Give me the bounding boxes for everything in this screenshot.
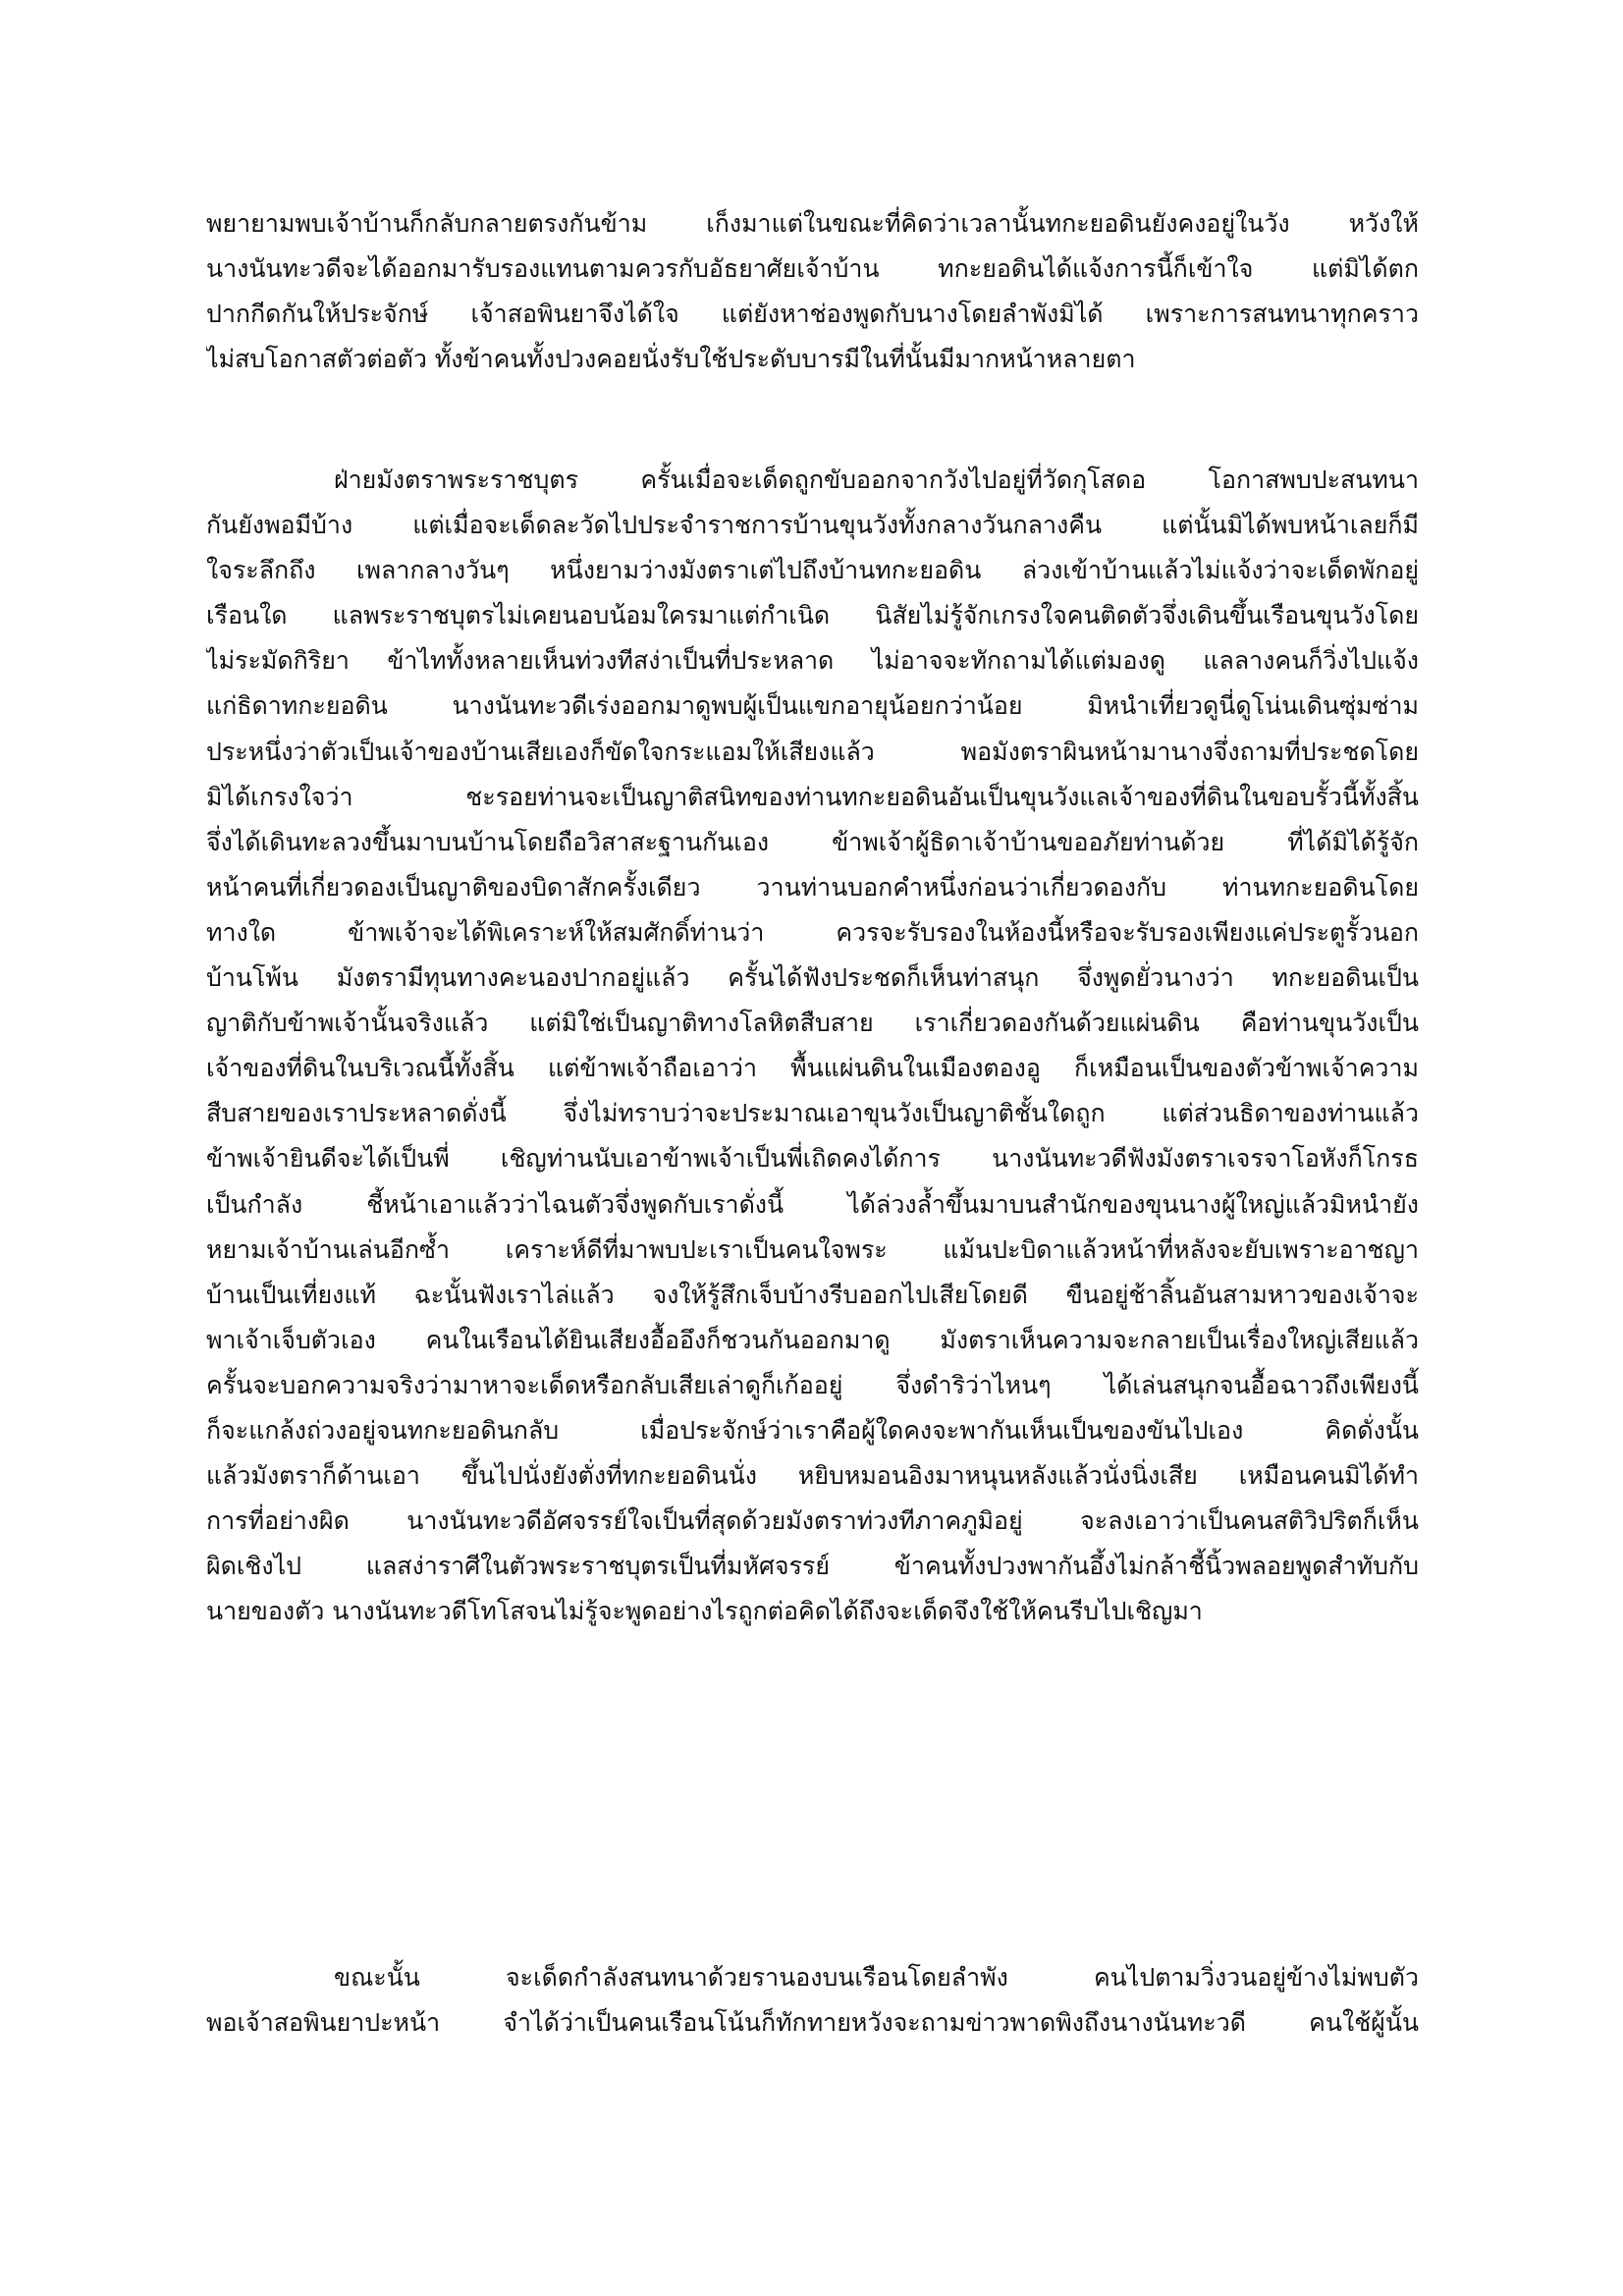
text-line: ปากกีดกันให้ประจักษ์ เจ้าสอพินยาจึงได้ใจ แต่ยังหาช่องพูดกับนางโดยลำพังมิได้ เพราะการสนทนาทุกคราว bbox=[206, 300, 1419, 329]
text-line: นายของตัว นางนันทะวดีโทโสจนไม่รู้จะพูดอย่างไรถูกต่อคิดได้ถึงจะเด็ดจึงใช้ให้คนรีบไปเชิญมา bbox=[206, 1597, 1203, 1626]
text-line: ครั้นจะบอกความจริงว่ามาหาจะเด็ดหรือกลับเสียเล่าดูก็เก้ออยู่ จึ่งดำริว่าไหนๆ ได้เล่นสนุกจนอื้อฉาวถึงเพียงนี้ bbox=[206, 1370, 1419, 1399]
text-line: สืบสายของเราประหลาดดั่งนี้ จึ่งไม่ทราบว่าจะประมาณเอาขุนวังเป็นญาติชั้นใดถูก แต่ส่วนธิดาของท่านแล้ว bbox=[206, 1099, 1419, 1128]
text-line: แล้วมังตราก็ด้านเอา ขึ้นไปนั่งยังตั่งที่ทกะยอดินนั่ง หยิบหมอนอิงมาหนุนหลังแล้วนั่งนิ่งเสีย เหมือนคนมิได้ทำ bbox=[206, 1461, 1419, 1491]
paragraph-3 bbox=[206, 1955, 1419, 2046]
text-line: ทางใด ข้าพเจ้าจะได้พิเคราะห์ให้สมศักดิ์ท่านว่า ควรจะรับรองในห้องนี้หรือจะรับรองเพียงแค่ประตูรั้วนอก bbox=[206, 917, 1419, 947]
text-line: บ้านเป็นเที่ยงแท้ ฉะนั้นฟังเราไล่แล้ว จงให้รู้สึกเจ็บบ้างรีบออกไปเสียโดยดี ขืนอยู่ช้าลิ้นอันสามหาวของเจ้าจะ bbox=[206, 1280, 1419, 1309]
text-line: ประหนึ่งว่าตัวเป็นเจ้าของบ้านเสียเองก็ขัดใจกระแอมให้เสียงแล้ว พอมังตราผินหน้ามานางจึ่งถามที่ประชดโดย bbox=[206, 737, 1419, 766]
text-line: ข้าพเจ้ายินดีจะได้เป็นพี่ เชิญท่านนับเอาข้าพเจ้าเป็นพี่เถิดคงได้การ นางนันทะวดีฟังมังตราเจรจาโอหังก็โกรธ bbox=[206, 1144, 1419, 1174]
text-line: บ้านโพ้น มังตรามีทุนทางคะนองปากอยู่แล้ว ครั้นได้ฟังประชดก็เห็นท่าสนุก จึ่งพูดยั่วนางว่า ทกะยอดินเป็น bbox=[206, 963, 1419, 993]
text-line: เรือนใด แลพระราชบุตรไม่เคยนอบน้อมใครมาแต่กำเนิด นิสัยไม่รู้จักเกรงใจคนติดตัวจึ่งเดินขึ้นเรือนขุนวังโดย bbox=[206, 601, 1419, 630]
text-line: ใจระลึกถึง เพลากลางวันๆ หนึ่งยามว่างมังตราเต่ไปถึงบ้านทกะยอดิน ล่วงเข้าบ้านแล้วไม่แจ้งว่าจะเด็ดพักอยู่ bbox=[206, 556, 1419, 585]
text-line: มิได้เกรงใจว่า ชะรอยท่านจะเป็นญาติสนิทของท่านทกะยอดินอันเป็นขุนวังแลเจ้าของที่ดินในขอบรั้วนี้ทั้งสิ้น bbox=[206, 782, 1419, 811]
text-line: กันยังพอมีบ้าง แต่เมื่อจะเด็ดละวัดไปประจำราชการบ้านขุนวังทั้งกลางวันกลางคืน แต่นั้นมิได้พบหน้าเลยก็มี bbox=[206, 511, 1419, 540]
text-line: พอเจ้าสอพินยาปะหน้า จำได้ว่าเป็นคนเรือนโน้นก็ทักทายหวังจะถามข่าวพาดพิงถึงนางนันทะวดี คนใช้ผู้นั้น bbox=[206, 2008, 1419, 2038]
text-line: ผิดเชิงไป แลสง่าราศีในตัวพระราชบุตรเป็นที่มหัศจรรย์ ข้าคนทั้งปวงพากันอึ้งไม่กล้าชี้นิ้วพลอยพูดสำทับกับ bbox=[206, 1552, 1419, 1581]
text-line: พยายามพบเจ้าบ้านก็กลับกลายตรงกันข้าม เก็งมาแต่ในขณะที่คิดว่าเวลานั้นทกะยอดินยังคงอยู่ในวัง หวังให้ bbox=[206, 209, 1419, 238]
paragraph-2 bbox=[206, 458, 1419, 1634]
text-line: การที่อย่างผิด นางนันทะวดีอัศจรรย์ใจเป็นที่สุดด้วยมังตราท่วงทีภาคภูมิอยู่ จะลงเอาว่าเป็นคนสติวิปริตก็เห็น bbox=[206, 1506, 1419, 1536]
text-line: ฝ่ายมังตราพระราชบุตร ครั้นเมื่อจะเด็ดถูกขับออกจากวังไปอยู่ที่วัดกุโสดอ โอกาสพบปะสนทนา bbox=[334, 465, 1419, 494]
text-line: แก่ธิดาทกะยอดิน นางนันทะวดีเร่งออกมาดูพบผู้เป็นแขกอายุน้อยกว่าน้อย มิหนำเที่ยวดูนี่ดูโน่นเดินซุ่มซ่าม bbox=[206, 691, 1419, 721]
text-line: ญาติกับข้าพเจ้านั้นจริงแล้ว แต่มิใช่เป็นญาติทางโลหิตสืบสาย เราเกี่ยวดองกันด้วยแผ่นดิน คือท่านขุนวังเป็น bbox=[206, 1009, 1419, 1038]
text-line: ไม่สบโอกาสตัวต่อตัว ทั้งข้าคนทั้งปวงคอยนั่งรับใช้ประดับบารมีในที่นั้นมีมากหน้าหลายตา bbox=[206, 345, 1136, 374]
text-line: ไม่ระมัดกิริยา ข้าไททั้งหลายเห็นท่วงทีสง่าเป็นที่ประหลาด ไม่อาจจะทักถามได้แต่มองดู แลลางคนก็วิ่งไปแจ้ง bbox=[206, 646, 1419, 676]
text-line: ก็จะแกล้งถ่วงอยู่จนทกะยอดินกลับ เมื่อประจักษ์ว่าเราคือผู้ใดคงจะพากันเห็นเป็นของขันไปเอง คิดดั่งนั้น bbox=[206, 1415, 1419, 1445]
text-line: เป็นกำลัง ชี้หน้าเอาแล้วว่าไฉนตัวจึ่งพูดกับเราดั่งนี้ ได้ล่วงล้ำขึ้นมาบนสำนักของขุนนางผู้ใหญ่แล้วมิหนำยัง bbox=[206, 1189, 1419, 1219]
text-line: จึ่งได้เดินทะลวงขึ้นมาบนบ้านโดยถือวิสาสะฐานกันเอง ข้าพเจ้าผู้ธิดาเจ้าบ้านขออภัยท่านด้วย ที่ได้มิได้รู้จัก bbox=[206, 827, 1419, 856]
text-line: ขณะนั้น จะเด็ดกำลังสนทนาด้วยรานองบนเรือนโดยลำพัง คนไปตามวิ่งวนอยู่ข้างไม่พบตัว bbox=[334, 1963, 1419, 1992]
text-line: นางนันทะวดีจะได้ออกมารับรองแทนตามควรกับอัธยาศัยเจ้าบ้าน ทกะยอดินได้แจ้งการนี้ก็เข้าใจ แต่มิได้ตก bbox=[206, 254, 1419, 284]
text-line: พาเจ้าเจ็บตัวเอง คนในเรือนได้ยินเสียงอื้ออึงก็ชวนกันออกมาดู มังตราเห็นความจะกลายเป็นเรื่องใหญ่เสียแล้ว bbox=[206, 1325, 1419, 1354]
text-line: หน้าคนที่เกี่ยวดองเป็นญาติของบิดาสักครั้งเดียว วานท่านบอกคำหนึ่งก่อนว่าเกี่ยวดองกับ ท่านทกะยอดินโดย bbox=[206, 872, 1419, 902]
text-line: หยามเจ้าบ้านเล่นอีกซ้ำ เคราะห์ดีที่มาพบปะเราเป็นคนใจพระ แม้นปะบิดาแล้วหน้าที่หลังจะยับเพราะอาชญา bbox=[206, 1234, 1419, 1264]
paragraph-1 bbox=[206, 201, 1419, 382]
text-line: เจ้าของที่ดินในบริเวณนี้ทั้งสิ้น แต่ข้าพเจ้าถือเอาว่า พื้นแผ่นดินในเมืองตองอู ก็เหมือนเป็นของตัวข้าพเจ้าความ bbox=[206, 1054, 1419, 1083]
